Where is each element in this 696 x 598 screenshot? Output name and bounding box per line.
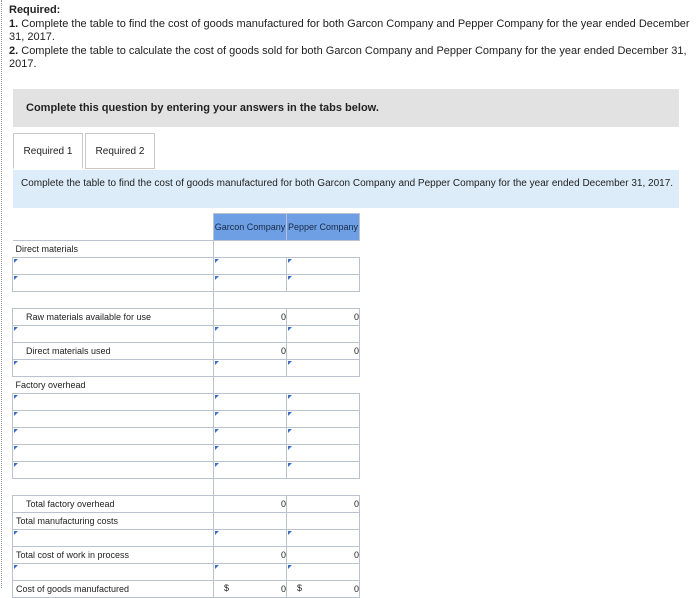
label-input[interactable] bbox=[13, 360, 214, 377]
table-row bbox=[13, 547, 360, 564]
pepper-input[interactable] bbox=[287, 360, 360, 377]
pepper-input[interactable] bbox=[287, 445, 360, 462]
table-row bbox=[13, 275, 360, 292]
table-row bbox=[13, 377, 360, 394]
table-row bbox=[13, 309, 360, 326]
label-input[interactable] bbox=[13, 275, 214, 292]
table-row bbox=[13, 258, 360, 275]
garcon-value: 0 bbox=[214, 496, 287, 513]
label-input[interactable] bbox=[13, 411, 214, 428]
instruction-banner: Complete this question by entering your answers in the tabs below. bbox=[13, 89, 679, 127]
table-row bbox=[13, 513, 360, 530]
table-row bbox=[13, 241, 360, 258]
garcon-input[interactable] bbox=[214, 428, 287, 445]
header-row bbox=[13, 214, 360, 241]
col-header-pepper: Pepper Company bbox=[287, 214, 360, 241]
table-row bbox=[13, 581, 360, 598]
required-heading: Required: bbox=[9, 4, 61, 16]
garcon-input[interactable] bbox=[214, 462, 287, 479]
col-header-garcon: Garcon Company bbox=[214, 214, 287, 241]
currency-symbol: $ bbox=[297, 583, 303, 593]
pepper-input[interactable] bbox=[287, 462, 360, 479]
requirement-2: 2. Complete the table to calculate the cost of goods sold for both Garcon Company and Pepper Company for the year ended December 31, 2017. bbox=[9, 44, 687, 70]
pepper-input[interactable] bbox=[287, 530, 360, 547]
row-label: Direct materials used bbox=[26, 346, 111, 356]
garcon-value: 0 bbox=[214, 309, 287, 326]
garcon-input[interactable] bbox=[214, 275, 287, 292]
garcon-input[interactable] bbox=[214, 394, 287, 411]
row-label: Total factory overhead bbox=[26, 499, 115, 509]
table-row bbox=[13, 530, 360, 547]
tab-instruction: Complete the table to find the cost of goods manufactured for both Garcon Company and Pepper Company for the year ended December 31, 2017. bbox=[13, 170, 679, 208]
label-input[interactable] bbox=[13, 564, 214, 581]
row-label: Cost of goods manufactured bbox=[16, 584, 130, 594]
label-input[interactable] bbox=[13, 428, 214, 445]
pepper-input[interactable] bbox=[287, 564, 360, 581]
left-dotted-border bbox=[1, 0, 2, 588]
garcon-value: 0 bbox=[214, 547, 287, 564]
table-row bbox=[13, 445, 360, 462]
table-row bbox=[13, 496, 360, 513]
label-input[interactable] bbox=[13, 258, 214, 275]
table-row bbox=[13, 479, 360, 496]
table-row bbox=[13, 462, 360, 479]
label-input[interactable] bbox=[13, 445, 214, 462]
pepper-value: 0 bbox=[287, 547, 360, 564]
garcon-input[interactable] bbox=[214, 258, 287, 275]
pepper-value: 0 bbox=[287, 496, 360, 513]
table-row bbox=[13, 411, 360, 428]
pepper-input[interactable] bbox=[287, 428, 360, 445]
label-input[interactable] bbox=[13, 326, 214, 343]
pepper-value: 0 bbox=[287, 309, 360, 326]
row-label: Raw materials available for use bbox=[26, 312, 152, 322]
garcon-input[interactable] bbox=[214, 445, 287, 462]
garcon-value: 0 bbox=[214, 343, 287, 360]
tab-required-1[interactable]: Required 1 bbox=[13, 133, 83, 169]
label-input[interactable] bbox=[13, 394, 214, 411]
pepper-input[interactable] bbox=[287, 411, 360, 428]
pepper-input[interactable] bbox=[287, 275, 360, 292]
garcon-value: $ 0 bbox=[214, 581, 287, 598]
row-label: Total cost of work in process bbox=[16, 550, 130, 560]
garcon-input[interactable] bbox=[214, 530, 287, 547]
table-row bbox=[13, 292, 360, 309]
label-input[interactable] bbox=[13, 530, 214, 547]
garcon-input[interactable] bbox=[214, 360, 287, 377]
requirement-1: 1. Complete the table to find the cost of goods manufactured for both Garcon Company and Pepper Company for the year ended December 31, 2017. bbox=[9, 17, 690, 43]
currency-symbol: $ bbox=[224, 583, 230, 593]
row-label: Direct materials bbox=[15, 244, 79, 254]
pepper-input[interactable] bbox=[287, 258, 360, 275]
label-input[interactable] bbox=[13, 462, 214, 479]
table-row bbox=[13, 428, 360, 445]
table-row bbox=[13, 343, 360, 360]
garcon-input[interactable] bbox=[214, 411, 287, 428]
pepper-input[interactable] bbox=[287, 326, 360, 343]
requirements-block bbox=[9, 4, 693, 72]
table-row bbox=[13, 564, 360, 581]
garcon-input[interactable] bbox=[214, 326, 287, 343]
tab-required-2[interactable]: Required 2 bbox=[85, 133, 155, 169]
pepper-value: $ 0 bbox=[287, 581, 360, 598]
pepper-input[interactable] bbox=[287, 394, 360, 411]
cogm-table bbox=[12, 213, 360, 598]
garcon-input[interactable] bbox=[214, 564, 287, 581]
row-label: Total manufacturing costs bbox=[16, 516, 119, 526]
table-row bbox=[13, 394, 360, 411]
table-row bbox=[13, 326, 360, 343]
table-row bbox=[13, 360, 360, 377]
row-label: Factory overhead bbox=[15, 380, 86, 390]
pepper-value: 0 bbox=[287, 343, 360, 360]
